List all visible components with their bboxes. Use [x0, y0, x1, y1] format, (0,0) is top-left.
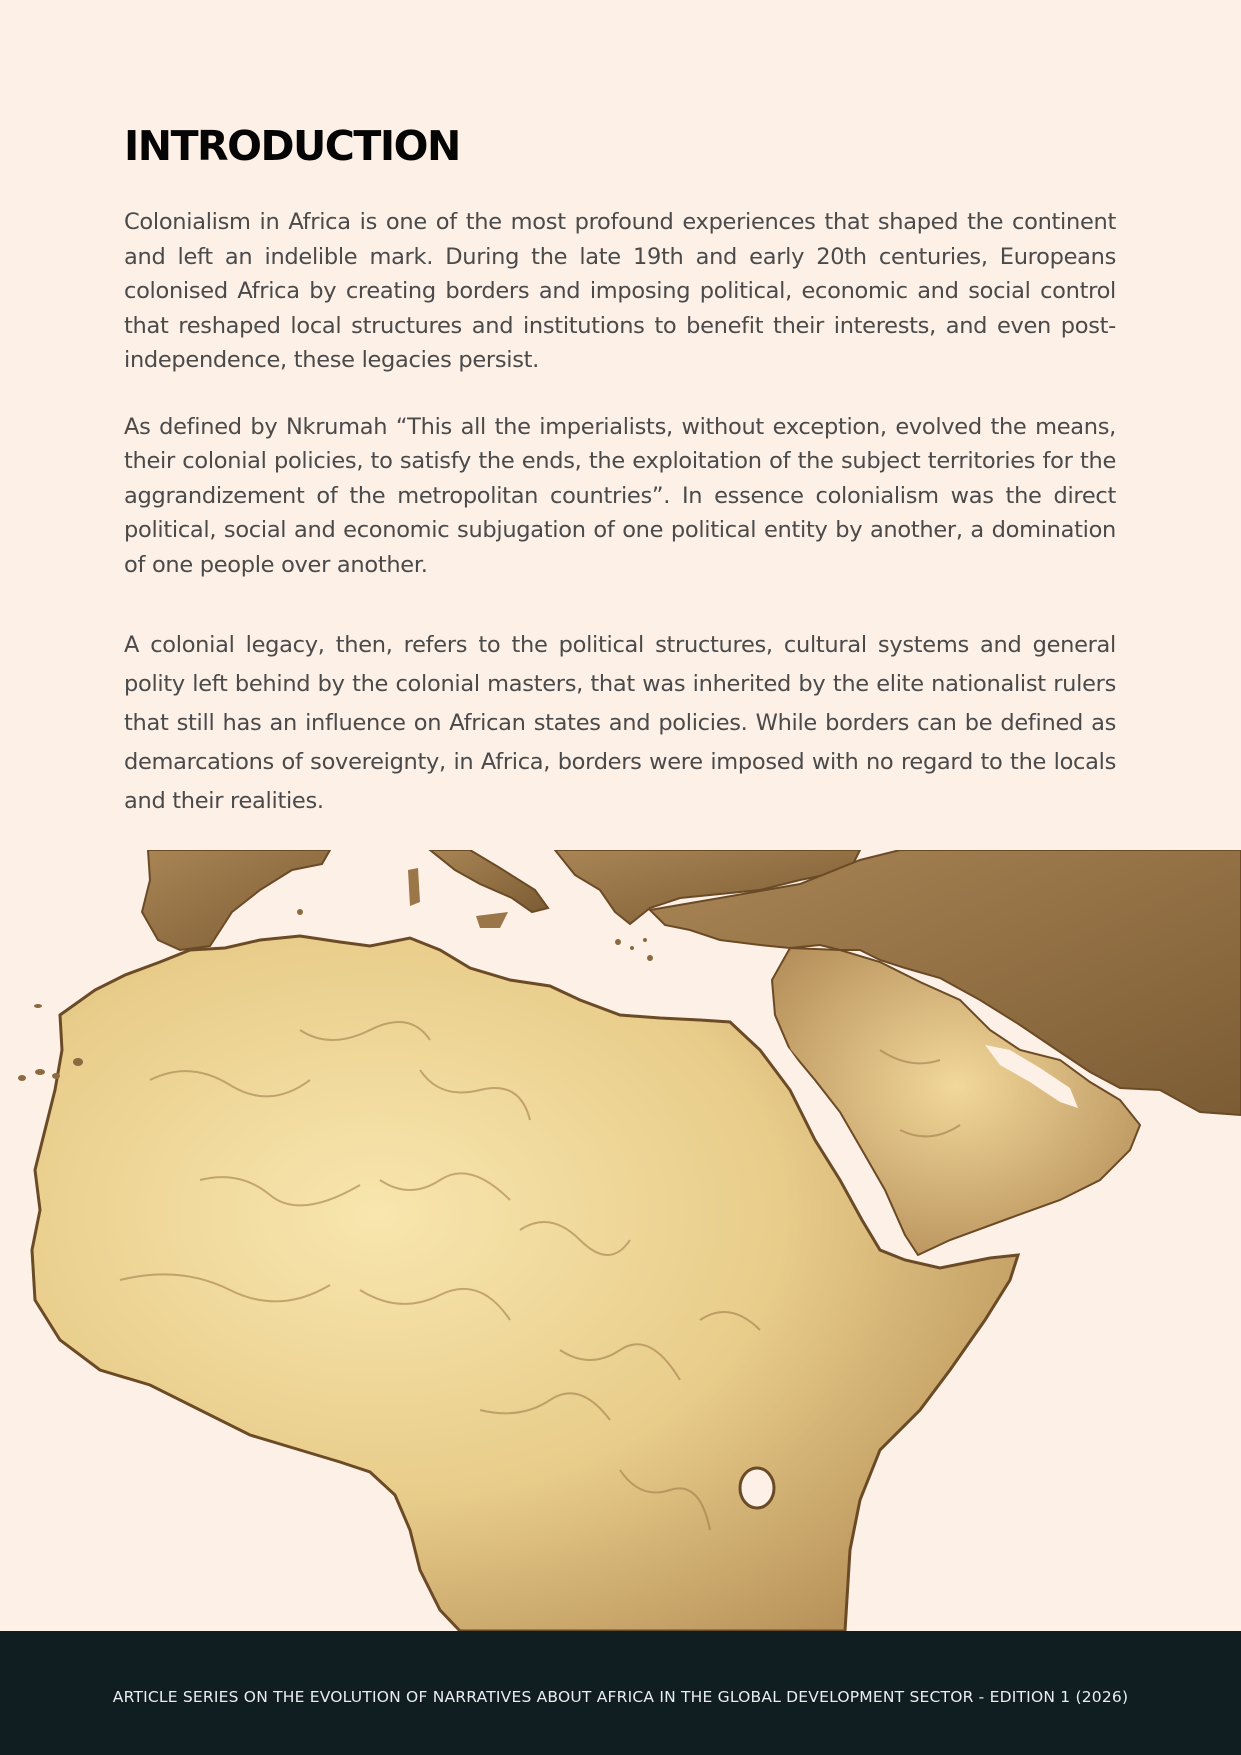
intro-paragraph-1: Colonialism in Africa is one of the most profound experiences that shaped the continent and left an indelible mark. During the late 19th and early 20th centuries, Europeans colonised Africa by creating borders and imposing political, economic and social control that reshaped local structures and institutions to benefit their interests, and even post-independence, these legacies persist.: [124, 209, 1116, 373]
sicily: [476, 912, 508, 928]
footer-bar: [0, 1631, 1241, 1755]
footer-series-label: ARTICLE SERIES ON THE EVOLUTION OF NARRATIVES ABOUT AFRICA IN THE GLOBAL DEVELOPMENT SECTOR - EDITION 1 (2026): [112, 1688, 1129, 1706]
intro-paragraph-2: As defined by Nkrumah “This all the imperialists, without exception, evolved the means, their colonial policies, to satisfy the ends, the exploitation of the subject territories for the aggrandizement of the metropolitan countries”. In essence colonialism was the direct political, social and economic subjugation of one political entity by another, a domination of one people over another.: [124, 413, 1116, 578]
africa-relief-map: [0, 850, 1241, 1631]
lake-victoria: [740, 1468, 774, 1508]
article-content: [124, 118, 1116, 821]
relief-map-illustration: [0, 850, 1241, 1631]
italy-landmass: [430, 850, 548, 912]
intro-paragraph-3: A colonial legacy, then, refers to the political structures, cultural systems and general polity left behind by the colonial masters, that was inherited by the elite nationalist rulers that still has an influence on African states and policies. While borders can be defined as demarcations of sovereignty, in Africa, borders were imposed with no regard to the locals and their realities.: [124, 632, 1116, 814]
sardinia: [408, 868, 420, 906]
page-title: INTRODUCTION: [124, 122, 460, 170]
